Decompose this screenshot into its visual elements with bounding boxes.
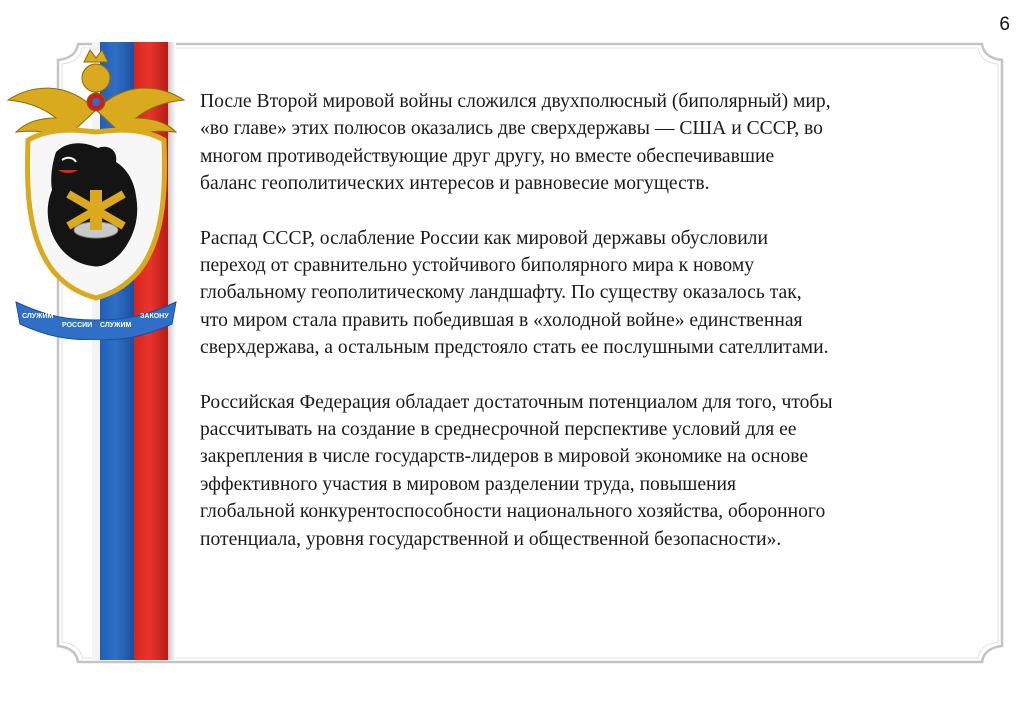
ribbon-word-1: СЛУЖИМ <box>22 313 54 320</box>
text-line: потенциала, уровня государственной и общественной безопасности». <box>200 528 782 550</box>
text-line: многом противодействующие друг другу, но вместе обеспечивавшие <box>200 145 775 167</box>
text-line: Российская Федерация обладает достаточным потенциалом для того, чтобы <box>200 391 833 413</box>
text-line: закрепления в числе государств-лидеров в мировой экономике на основе <box>200 446 809 468</box>
ribbon-word-3: СЛУЖИМ <box>100 322 132 329</box>
slide-text <box>200 88 980 580</box>
text-line: переход от сравнительно устойчивого биполярного мира к новому <box>200 255 755 277</box>
ribbon-word-4: ЗАКОНУ <box>140 313 169 320</box>
text-line: сверхдержава, а остальным предстояло стать ее послушными сателлитами. <box>200 337 829 359</box>
ribbon-word-2: РОССИИ <box>62 322 93 329</box>
text-line: эффективного участия в мировом разделении труда, повышения <box>200 473 737 495</box>
text-line: «во главе» этих полюсов оказались две сверхдержавы — США и СССР, во <box>200 118 823 140</box>
text-line: Распад СССР, ослабление России как мировой державы обусловили <box>200 227 768 249</box>
paragraph-2 <box>200 225 980 362</box>
paragraph-1 <box>200 88 980 198</box>
text-line: рассчитывать на создание в среднесрочной перспективе условий для ее <box>200 419 797 441</box>
text-line: глобальной конкурентоспособности национального хозяйства, оборонного <box>200 501 826 523</box>
text-line: глобальному геополитическому ландшафту. По существу оказалось так, <box>200 282 802 304</box>
text-line: После Второй мировой войны сложился двухполюсный (биполярный) мир, <box>200 91 831 112</box>
text-line: баланс геополитических интересов и равновесие могуществ. <box>200 173 710 195</box>
emblem-icon <box>6 40 186 340</box>
page-number: 6 <box>999 14 1010 35</box>
paragraph-3 <box>200 389 980 553</box>
text-line: что миром стала править победившая в «холодной войне» единственная <box>200 309 803 331</box>
